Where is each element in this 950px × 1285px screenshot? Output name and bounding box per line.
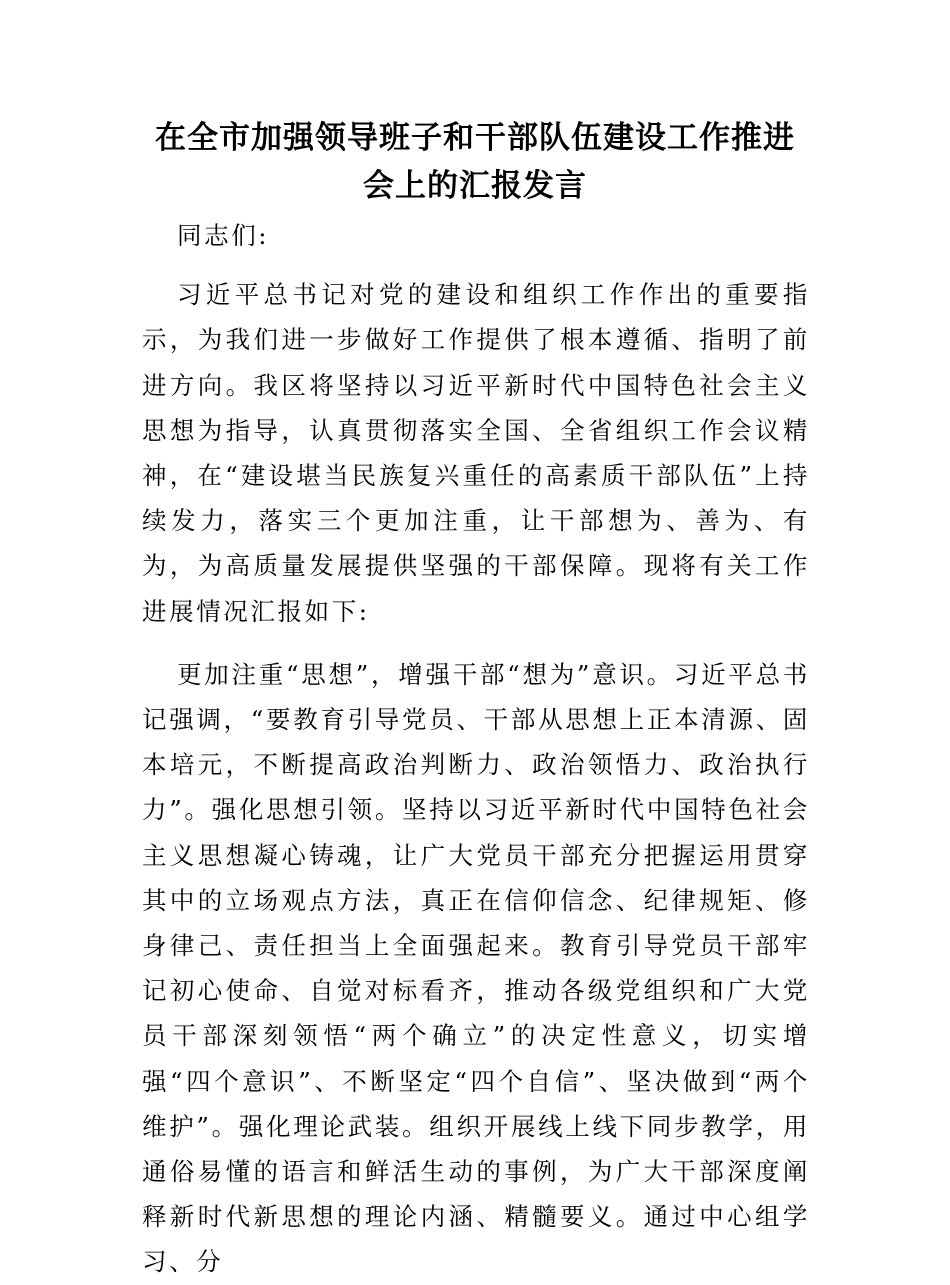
title-line-2: 会上的汇报发言 [363,168,587,204]
document-body [142,213,810,1285]
paragraph-intro: 习近平总书记对党的建设和组织工作作出的重要指示，为我们进一步做好工作提供了根本遵循、指明了前进方向。我区将坚持以习近平新时代中国特色社会主义思想为指导，认真贯彻落实全国、全省组织工作会议精神，在“建设堪当民族复兴重任的高素质干部队伍”上持续发力，落实三个更加注重，让干部想为、善为、有为，为高质量发展提供坚强的干部保障。现将有关工作进展情况汇报如下: [142,280,810,626]
salutation: 同志们: [177,221,270,250]
paragraph-thought: 更加注重“思想”，增强干部“想为”意识。习近平总书记强调，“要教育引导党员、干部从思想上正本清源、固本培元，不断提高政治判断力、政治领悟力、政治执行力”。强化思想引领。坚持以习近平新时代中国特色社会主义思想凝心铸魂，让广大党员干部充分把握运用贯穿其中的立场观点方法，真正在信仰信念、纪律规矩、修身律己、责任担当上全面强起来。教育引导党员干部牢记初心使命、自觉对标看齐，推动各级党组织和广大党员干部深刻领悟“两个确立”的决定性意义，切实增强“四个意识”、不断坚定“四个自信”、坚决做到“两个维护”。强化理论武装。组织开展线上线下同步教学，用通俗易懂的语言和鲜活生动的事例，为广大干部深度阐释新时代新思想的理论内涵、精髓要义。通过中心组学习、分 [142,659,810,1277]
document-title [100,114,850,210]
title-line-1: 在全市加强领导班子和干部队伍建设工作推进 [155,120,795,156]
